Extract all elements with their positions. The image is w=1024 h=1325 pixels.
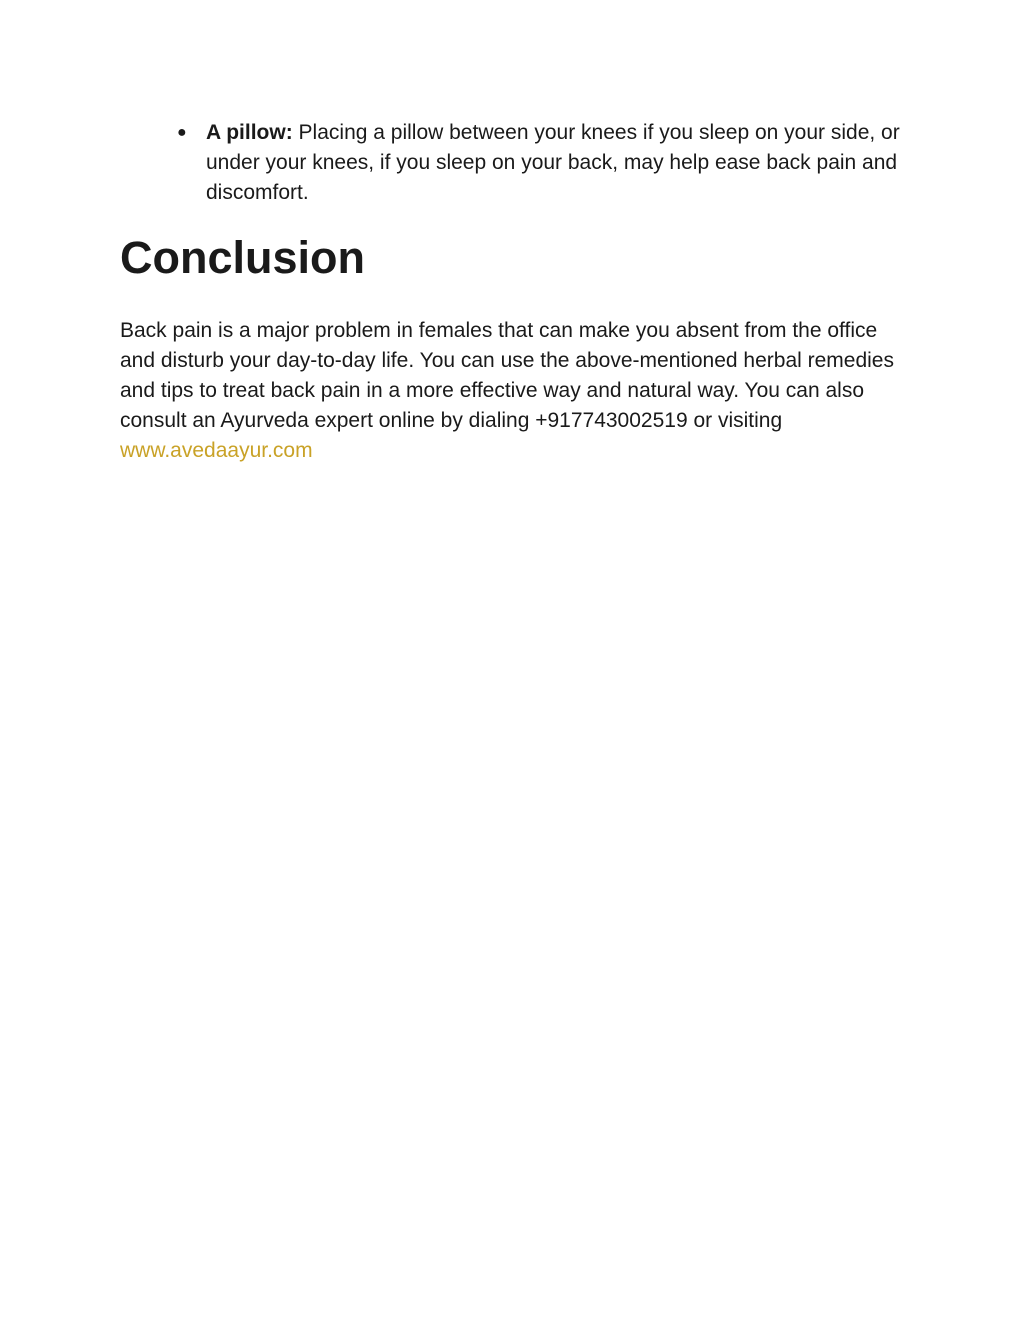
bullet-list (120, 118, 900, 208)
conclusion-text: Back pain is a major problem in females that can make you absent from the office and disturb your day-to-day life. You can use the above-mentioned herbal remedies and tips to treat back pain in a more effective way and natural way. You can also consult an Ayurveda expert online by dialing +917743002519 or visiting (120, 319, 894, 432)
bullet-term: A pillow: (206, 121, 293, 144)
section-heading-conclusion: Conclusion (120, 232, 365, 283)
conclusion-paragraph (120, 316, 900, 466)
bullet-icon: ● (177, 124, 187, 141)
bullet-text: Placing a pillow between your knees if you sleep on your side, or under your knees, if you sleep on your back, may help ease back pain and discomfort. (206, 121, 900, 204)
website-link[interactable]: www.avedaayur.com (120, 439, 313, 462)
list-item (120, 118, 900, 208)
